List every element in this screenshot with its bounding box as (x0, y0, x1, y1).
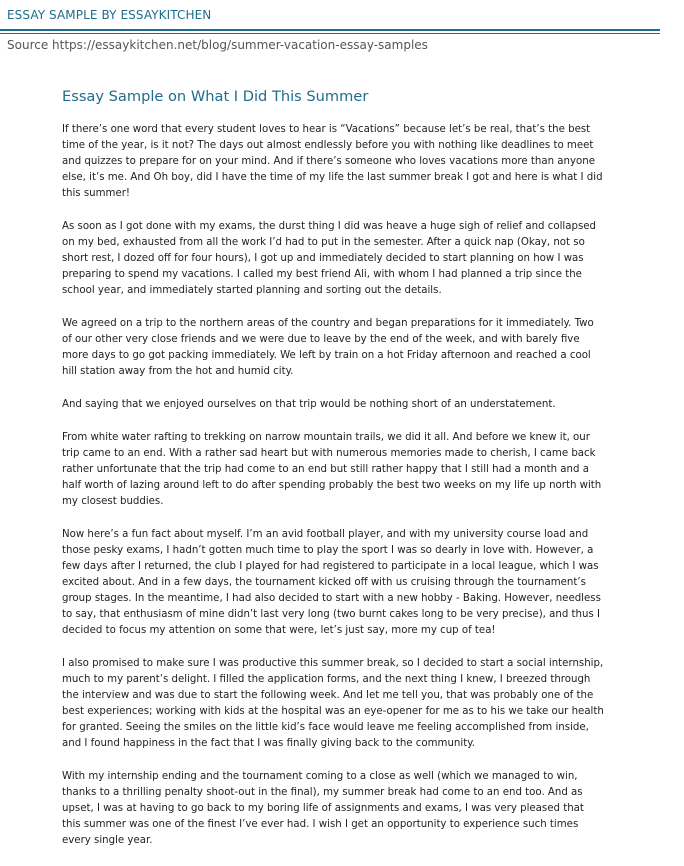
essay-paragraph: I also promised to make sure I was productive this summer break, so I decided to start a social internship, much to my parent’s delight. I filled the application forms, and the next thing I knew, I breezed through the interview and was due to start the following week. And let me tell you, that was probably one of the best experiences; working with kids at the hospital was an eye-opener for me as to his we take our health for granted. Seeing the smiles on the little kid’s face would leave me feeling accomplished from inside, and I found happiness in the fact that I was finally giving back to the community. (62, 658, 604, 749)
header-divider-thick (0, 29, 660, 31)
essay-title: Essay Sample on What I Did This Summer (62, 88, 369, 105)
header-title: ESSAY SAMPLE BY ESSAYKITCHEN (7, 8, 212, 22)
essay-paragraph: And saying that we enjoyed ourselves on that trip would be nothing short of an understatement. (62, 399, 556, 410)
essay-paragraph: With my internship ending and the tournament coming to a close as well (which we managed to win, thanks to a thrilling penalty shoot-out in the final), my summer break had come to an end too. And as upset, I was at having to go back to my boring life of assignments and exams, I was very pleased that this summer was one of the finest I’ve ever had. I wish I get an opportunity to experience such times every single year. (62, 771, 584, 846)
essay-paragraph: As soon as I got done with my exams, the durst thing I did was heave a huge sigh of relief and collapsed on my bed, exhausted from all the work I’d had to put in the semester. After a quick nap (Okay, not so short rest, I dozed off for four hours), I got up and immediately decided to start planning on how I was preparing to spend my vacations. I called my best friend Ali, with whom I had planned a trip since the school year, and immediately started planning and sorting out the details. (62, 221, 597, 296)
essay-paragraph: From white water rafting to trekking on narrow mountain trails, we did it all. And before we knew it, our trip came to an end. With a rather sad heart but with numerous memories made to cherish, I came back rather unfortunate that the trip had come to an end but still rather happy that I still had a month and a half worth of lazing around left to do after spending probably the best two weeks on my life up north with my closest buddies. (62, 432, 602, 507)
essay-paragraph: We agreed on a trip to the northern areas of the country and began preparations for it immediately. Two of our other very close friends and we were due to leave by the end of the week, and with barely five more days to go got packing immediately. We left by train on a hot Friday afternoon and reached a cool hill station away from the hot and humid city. (62, 318, 594, 377)
page-header (0, 0, 684, 36)
header-divider-thin (0, 33, 660, 34)
essay-body (62, 88, 604, 866)
essay-paragraph: If there’s one word that every student loves to hear is “Vacations” because let’s be real, that’s the best time of the year, is it not? The days out almost endlessly before you with nothing like deadlines to meet and quizzes to prepare for on your mind. And if there’s someone who loves vacations more than anyone else, it’s me. And Oh boy, did I have the time of my life the last summer break I got and here is what I did this summer! (62, 124, 603, 199)
source-line: Source https://essaykitchen.net/blog/summer-vacation-essay-samples (7, 38, 428, 52)
essay-paragraph: Now here’s a fun fact about myself. I’m an avid football player, and with my university course load and those pesky exams, I hadn’t gotten much time to play the sport I was so dearly in love with. However, a few days after I returned, the club I played for had registered to participate in a local league, which I was excited about. And in a few days, the tournament kicked off with us cruising through the tournament’s group stages. In the meantime, I had also decided to start with a new hobby - Baking. However, needless to say, that enthusiasm of mine didn’t last very long (two burnt cakes long to be very precise), and thus I decided to focus my attention on some that were, let’s just say, more my cup of tea! (62, 529, 601, 636)
